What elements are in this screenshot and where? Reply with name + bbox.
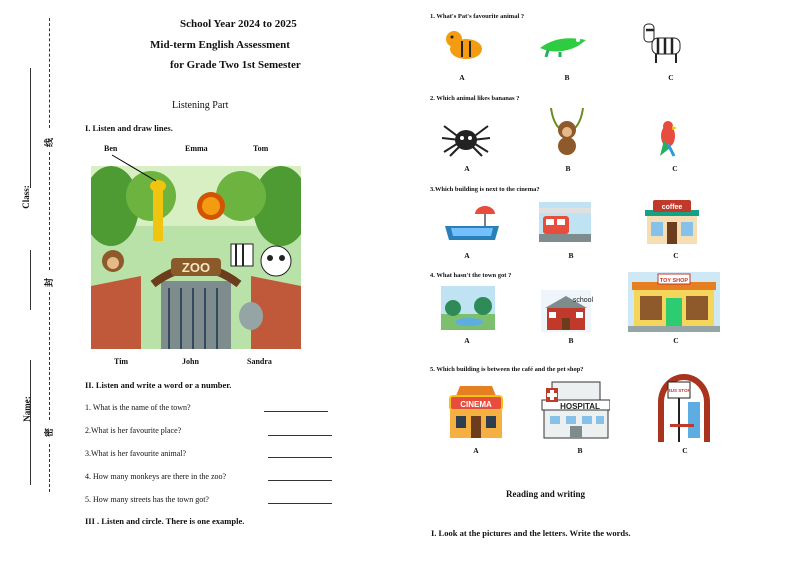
q3-option-b[interactable]: B xyxy=(568,251,574,260)
spider-picture[interactable] xyxy=(440,120,492,158)
cafe-picture[interactable] xyxy=(643,198,701,246)
name-sandra: Sandra xyxy=(247,357,272,366)
right-question-3: 3.Which building is next to the cinema? xyxy=(430,186,540,193)
q1-option-a[interactable]: A xyxy=(459,73,465,82)
q2-option-b[interactable]: B xyxy=(565,164,571,173)
margin-rule-mid xyxy=(30,250,31,310)
q4-option-b[interactable]: B xyxy=(568,336,574,345)
bus-stop-sign: BUS STOP xyxy=(667,388,691,393)
monkey-picture[interactable] xyxy=(547,108,587,156)
margin-rule-bottom xyxy=(30,360,31,485)
ben-pointer-line xyxy=(110,153,160,183)
reading-writing-title: Reading and writing xyxy=(506,489,586,499)
margin-rule-top xyxy=(30,68,31,188)
name-tim: Tim xyxy=(114,357,129,366)
name-ben: Ben xyxy=(104,144,118,153)
q4-option-a[interactable]: A xyxy=(464,336,470,345)
name-tom: Tom xyxy=(253,144,269,153)
seal-line-4 xyxy=(49,444,50,492)
seal-char-3: 密 xyxy=(44,427,55,438)
q5-option-b[interactable]: B xyxy=(577,446,583,455)
answer-blank-2[interactable] xyxy=(268,435,332,436)
swimming-pool-picture[interactable] xyxy=(441,202,503,242)
name-label: Name: xyxy=(21,396,32,422)
name-emma: Emma xyxy=(185,144,208,153)
reading-section-1-heading: I. Look at the pictures and the letters. Write the words. xyxy=(431,528,631,538)
header-grade: for Grade Two 1st Semester xyxy=(170,59,301,71)
right-question-1: 1. What's Pat's favourite animal ? xyxy=(430,13,525,20)
q5-option-c[interactable]: C xyxy=(682,446,688,455)
toy-shop-sign: TOY SHOP xyxy=(659,278,689,284)
listening-part-title: Listening Part xyxy=(172,100,229,111)
answer-blank-4[interactable] xyxy=(268,480,332,481)
park-picture[interactable] xyxy=(441,286,495,330)
hospital-picture[interactable] xyxy=(540,380,610,440)
hospital-sign: HOSPITAL xyxy=(560,402,600,411)
q1-option-c[interactable]: C xyxy=(668,73,674,82)
toy-shop-picture[interactable] xyxy=(628,272,720,332)
cinema-picture[interactable] xyxy=(446,382,506,440)
cinema-sign: CINEMA xyxy=(460,400,492,409)
crocodile-picture[interactable] xyxy=(538,30,588,58)
zebra-picture[interactable] xyxy=(640,20,686,64)
q4-option-c[interactable]: C xyxy=(673,336,679,345)
school-picture[interactable] xyxy=(539,288,593,334)
bus-stop-picture[interactable] xyxy=(656,372,712,442)
section-3-heading: III . Listen and circle. There is one example. xyxy=(85,516,245,526)
q2-option-a[interactable]: A xyxy=(464,164,470,173)
seal-char-1: 线 xyxy=(44,137,55,148)
coffee-sign: coffee xyxy=(661,204,683,211)
section-2-heading: II. Listen and write a word or a number. xyxy=(85,380,232,390)
seal-line-2 xyxy=(49,152,50,270)
name-john: John xyxy=(182,357,199,366)
train-station-picture[interactable] xyxy=(539,202,591,242)
right-question-5: 5. Which building is between the café and the pet shop? xyxy=(430,366,584,373)
question-5: 5. How many streets has the town got? xyxy=(85,495,209,504)
q2-option-c[interactable]: C xyxy=(672,164,678,173)
answer-blank-3[interactable] xyxy=(268,457,332,458)
question-4: 4. How many monkeys are there in the zoo? xyxy=(85,472,227,481)
question-2: 2.What is her favourite place? xyxy=(85,426,182,435)
seal-line-1 xyxy=(49,18,50,128)
tiger-picture[interactable] xyxy=(444,27,484,63)
q1-option-b[interactable]: B xyxy=(564,73,570,82)
answer-blank-5[interactable] xyxy=(268,503,332,504)
seal-char-2: 封 xyxy=(44,277,55,288)
school-sign: school xyxy=(572,297,593,304)
class-label: Class: xyxy=(20,185,31,209)
header-assessment: Mid-term English Assessment xyxy=(150,39,290,51)
question-1: 1. What is the name of the town? xyxy=(85,403,191,412)
seal-line-3 xyxy=(49,292,50,420)
zoo-sign: ZOO xyxy=(181,260,211,275)
question-3: 3.What is her favourite animal? xyxy=(85,449,187,458)
q3-option-a[interactable]: A xyxy=(464,251,470,260)
zoo-illustration xyxy=(91,166,301,349)
right-question-4: 4. What hasn't the town got ? xyxy=(430,272,512,279)
parrot-picture[interactable] xyxy=(652,118,684,158)
q3-option-c[interactable]: C xyxy=(673,251,679,260)
q5-option-a[interactable]: A xyxy=(473,446,479,455)
section-1-heading: I. Listen and draw lines. xyxy=(85,123,173,133)
answer-blank-1[interactable] xyxy=(264,411,328,412)
header-school-year: School Year 2024 to 2025 xyxy=(180,18,297,30)
right-question-2: 2. Which animal likes bananas ? xyxy=(430,95,520,102)
